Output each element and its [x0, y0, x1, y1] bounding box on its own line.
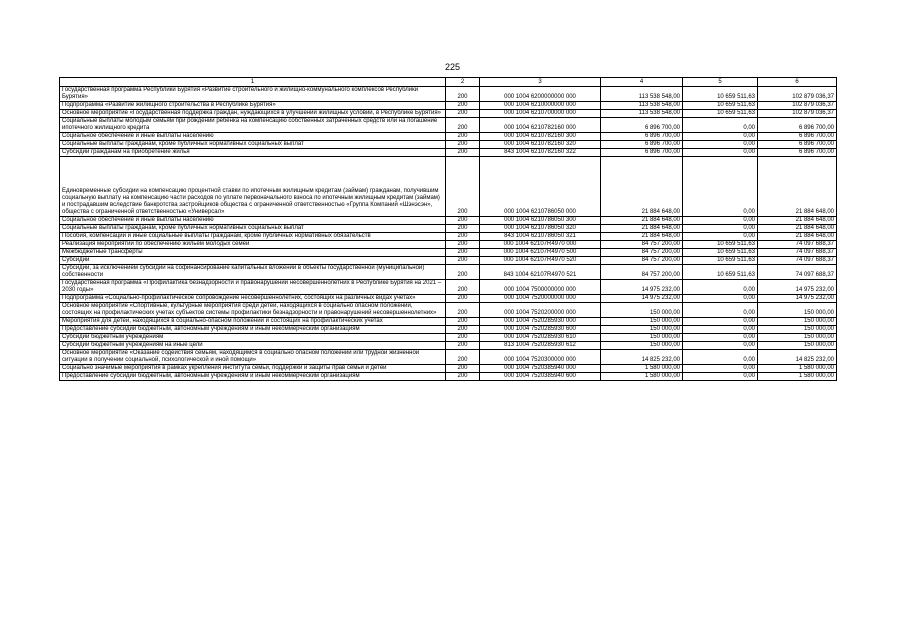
row-approved-cell: 113 538 548,00	[601, 110, 683, 118]
table-row	[60, 350, 837, 365]
row-code-cell: 000 1004 62107R4970 500	[480, 249, 601, 257]
row-admin-cell: 200	[446, 249, 480, 257]
row-admin-cell: 200	[446, 133, 480, 141]
row-remaining-cell: 150 000,00	[758, 303, 837, 318]
row-code-cell: 000 1004 6210782160 000	[480, 118, 601, 133]
row-remaining-cell: 1 580 000,00	[758, 373, 837, 381]
row-name-cell: Государственная программа «Профилактика безнадзорности и правонарушений несовершеннолетних в Республике Бурятия на 2021 – 2030 годы»	[60, 280, 446, 295]
row-remaining-cell: 14 825 232,00	[758, 350, 837, 365]
row-remaining-cell: 74 097 688,37	[758, 257, 837, 265]
table-row	[60, 373, 837, 381]
row-name-cell: Социальное обеспечение и иные выплаты населению	[60, 133, 446, 141]
row-remaining-cell: 6 896 700,00	[758, 141, 837, 149]
row-executed-cell: 0,00	[683, 342, 758, 350]
row-approved-cell: 6 896 700,00	[601, 149, 683, 157]
row-remaining-cell: 21 884 648,00	[758, 217, 837, 225]
row-name-cell: Основное мероприятие «Оказание содействия семьям, находящимся в социально опасном положении или трудной жизненной ситуации в получении социальной, психологической и иной помощи»	[60, 350, 446, 365]
table-row	[60, 157, 837, 217]
table-row	[60, 280, 837, 295]
table-row	[60, 249, 837, 257]
header-cell-5: 5	[683, 78, 758, 87]
row-approved-cell: 6 896 700,00	[601, 133, 683, 141]
row-code-cell: 843 1004 6210786050 321	[480, 233, 601, 241]
row-executed-cell: 10 659 511,63	[683, 110, 758, 118]
row-name-cell: Реализация мероприятий по обеспечению жильем молодых семей	[60, 241, 446, 249]
row-approved-cell: 84 757 200,00	[601, 257, 683, 265]
row-executed-cell: 0,00	[683, 295, 758, 303]
row-code-cell: 000 1004 62107R4970 000	[480, 241, 601, 249]
row-admin-cell: 200	[446, 365, 480, 373]
row-name-cell: Социально значимые мероприятия в рамках укрепления института семьи, поддержки и защиты прав семьи и детей	[60, 365, 446, 373]
row-remaining-cell: 1 580 000,00	[758, 365, 837, 373]
row-name-cell: Субсидии, за исключением субсидий на софинансирование капитальных вложений в объекты государственной (муниципальной) собственности	[60, 265, 446, 280]
row-admin-cell: 200	[446, 257, 480, 265]
row-remaining-cell: 6 896 700,00	[758, 118, 837, 133]
row-approved-cell: 1 580 000,00	[601, 365, 683, 373]
row-code-cell: 000 1004 6210700000 000	[480, 110, 601, 118]
row-admin-cell: 200	[446, 87, 480, 102]
row-admin-cell: 200	[446, 233, 480, 241]
table-row	[60, 241, 837, 249]
row-approved-cell: 14 975 232,00	[601, 295, 683, 303]
row-name-cell: Субсидии гражданам на приобретение жилья	[60, 149, 446, 157]
row-code-cell: 813 1004 7520285930 612	[480, 342, 601, 350]
table-row	[60, 149, 837, 157]
row-admin-cell: 200	[446, 225, 480, 233]
row-executed-cell: 0,00	[683, 350, 758, 365]
table-row	[60, 225, 837, 233]
row-admin-cell: 200	[446, 295, 480, 303]
row-executed-cell: 0,00	[683, 318, 758, 326]
row-admin-cell: 200	[446, 350, 480, 365]
row-approved-cell: 84 757 200,00	[601, 249, 683, 257]
table-row	[60, 102, 837, 110]
header-cell-4: 4	[601, 78, 683, 87]
row-remaining-cell: 150 000,00	[758, 318, 837, 326]
row-code-cell: 843 1004 6210782160 322	[480, 149, 601, 157]
row-remaining-cell: 6 896 700,00	[758, 133, 837, 141]
row-approved-cell: 21 884 648,00	[601, 217, 683, 225]
row-executed-cell: 10 659 511,63	[683, 87, 758, 102]
row-approved-cell: 150 000,00	[601, 342, 683, 350]
row-code-cell: 000 1004 7520285930 000	[480, 318, 601, 326]
row-remaining-cell: 150 000,00	[758, 342, 837, 350]
row-code-cell: 843 1004 62107R4970 521	[480, 265, 601, 280]
row-remaining-cell: 102 879 036,37	[758, 87, 837, 102]
header-cell-3: 3	[480, 78, 601, 87]
row-executed-cell: 10 659 511,63	[683, 265, 758, 280]
row-executed-cell: 0,00	[683, 118, 758, 133]
row-executed-cell: 10 659 511,63	[683, 257, 758, 265]
row-code-cell: 000 1004 6210000000 000	[480, 102, 601, 110]
row-remaining-cell: 74 097 688,37	[758, 241, 837, 249]
table-row	[60, 233, 837, 241]
row-admin-cell: 200	[446, 141, 480, 149]
row-name-cell: Социальное обеспечение и иные выплаты населению	[60, 217, 446, 225]
table-row	[60, 365, 837, 373]
row-name-cell: Пособия, компенсации и иные социальные выплаты гражданам, кроме публичных нормативных обязательств	[60, 233, 446, 241]
row-admin-cell: 200	[446, 265, 480, 280]
row-executed-cell: 10 659 511,63	[683, 249, 758, 257]
row-code-cell: 000 1004 6210786050 000	[480, 157, 601, 217]
row-executed-cell: 0,00	[683, 303, 758, 318]
row-name-cell: Социальные выплаты молодым семьям при рождении ребенка на компенсацию собственных затраченных средств или на погашение ипотечного жилищного кредита	[60, 118, 446, 133]
table-row	[60, 318, 837, 326]
header-cell-1: 1	[60, 78, 446, 87]
row-name-cell: Межбюджетные трансферты	[60, 249, 446, 257]
row-admin-cell: 200	[446, 303, 480, 318]
row-admin-cell: 200	[446, 334, 480, 342]
table-row	[60, 295, 837, 303]
row-code-cell: 000 1004 7520285930 600	[480, 326, 601, 334]
table-row	[60, 326, 837, 334]
row-remaining-cell: 150 000,00	[758, 334, 837, 342]
row-admin-cell: 200	[446, 118, 480, 133]
row-approved-cell: 14 975 232,00	[601, 280, 683, 295]
row-executed-cell: 0,00	[683, 365, 758, 373]
row-approved-cell: 150 000,00	[601, 318, 683, 326]
row-admin-cell: 200	[446, 149, 480, 157]
row-code-cell: 000 1004 7520200000 000	[480, 303, 601, 318]
row-name-cell: Государственная программа Республики Бурятия «Развитие строительного и жилищно-коммунального комплексов Республики Бурятия»	[60, 87, 446, 102]
row-admin-cell: 200	[446, 280, 480, 295]
table-row	[60, 87, 837, 102]
row-code-cell: 000 1004 6210782160 320	[480, 141, 601, 149]
row-admin-cell: 200	[446, 110, 480, 118]
row-remaining-cell: 74 097 688,37	[758, 249, 837, 257]
row-admin-cell: 200	[446, 342, 480, 350]
row-approved-cell: 113 538 548,00	[601, 87, 683, 102]
row-code-cell: 000 1004 6200000000 000	[480, 87, 601, 102]
row-executed-cell: 0,00	[683, 225, 758, 233]
row-name-cell: Субсидии бюджетным учреждениям на иные цели	[60, 342, 446, 350]
table-row	[60, 217, 837, 225]
row-approved-cell: 1 580 000,00	[601, 373, 683, 381]
row-executed-cell: 0,00	[683, 334, 758, 342]
row-code-cell: 000 1004 7520285930 610	[480, 334, 601, 342]
row-executed-cell: 0,00	[683, 157, 758, 217]
row-code-cell: 000 1004 6210786050 320	[480, 225, 601, 233]
row-approved-cell: 150 000,00	[601, 326, 683, 334]
row-name-cell: Основное мероприятие «Государственная поддержка граждан, нуждающихся в улучшении жилищных условий, в Республике Бурятия»	[60, 110, 446, 118]
table-row	[60, 265, 837, 280]
row-code-cell: 000 1004 7520300000 000	[480, 350, 601, 365]
table-row	[60, 118, 837, 133]
row-remaining-cell: 14 975 232,00	[758, 280, 837, 295]
table-row	[60, 133, 837, 141]
row-executed-cell: 0,00	[683, 141, 758, 149]
row-executed-cell: 0,00	[683, 149, 758, 157]
row-approved-cell: 150 000,00	[601, 334, 683, 342]
row-approved-cell: 6 896 700,00	[601, 141, 683, 149]
row-approved-cell: 84 757 200,00	[601, 241, 683, 249]
row-admin-cell: 200	[446, 217, 480, 225]
row-name-cell: Социальные выплаты гражданам, кроме публичных нормативных социальных выплат	[60, 141, 446, 149]
row-executed-cell: 10 659 511,63	[683, 102, 758, 110]
row-code-cell: 000 1004 7520000000 000	[480, 295, 601, 303]
row-remaining-cell: 21 884 648,00	[758, 233, 837, 241]
row-name-cell: Предоставление субсидий бюджетным, автономным учреждениям и иным некоммерческим организациям	[60, 373, 446, 381]
row-executed-cell: 0,00	[683, 217, 758, 225]
row-executed-cell: 0,00	[683, 280, 758, 295]
table-row	[60, 334, 837, 342]
row-name-cell: Субсидии	[60, 257, 446, 265]
row-name-cell: Социальные выплаты гражданам, кроме публичных нормативных социальных выплат	[60, 225, 446, 233]
row-code-cell: 000 1004 7500000000 000	[480, 280, 601, 295]
row-admin-cell: 200	[446, 318, 480, 326]
table-row	[60, 110, 837, 118]
row-executed-cell: 0,00	[683, 233, 758, 241]
row-approved-cell: 21 884 648,00	[601, 233, 683, 241]
row-remaining-cell: 21 884 648,00	[758, 157, 837, 217]
header-cell-2: 2	[446, 78, 480, 87]
row-approved-cell: 113 538 548,00	[601, 102, 683, 110]
header-row	[60, 78, 837, 87]
row-code-cell: 000 1004 6210786050 300	[480, 217, 601, 225]
row-admin-cell: 200	[446, 326, 480, 334]
row-name-cell: Мероприятия для детей, находящихся в социально-опасном положении и состоящих на профилактических учетах	[60, 318, 446, 326]
row-admin-cell: 200	[446, 102, 480, 110]
row-name-cell: Субсидии бюджетным учреждениям	[60, 334, 446, 342]
row-code-cell: 000 1004 7520385940 600	[480, 373, 601, 381]
budget-table-body	[60, 78, 837, 381]
row-remaining-cell: 102 879 036,37	[758, 110, 837, 118]
row-code-cell: 000 1004 6210782160 300	[480, 133, 601, 141]
table-row	[60, 303, 837, 318]
row-admin-cell: 200	[446, 241, 480, 249]
page-number: 225	[444, 62, 461, 72]
row-name-cell: Единовременные субсидии на компенсацию процентной ставки по ипотечным жилищным кредитам (займам) гражданам, получившим социальную выплату на компенсацию части расходов по уплате первоначального взноса по ипотечным жилищным кредитам (займам) и пострадавшим вследствие банкротства застройщиков общества с ограниченной ответственностью «Группа Компаний «Шэнэсэн», общества с ограниченной ответственностью «Универсал»	[60, 157, 446, 217]
row-approved-cell: 14 825 232,00	[601, 350, 683, 365]
row-approved-cell: 21 884 648,00	[601, 157, 683, 217]
row-name-cell: Подпрограмма «Развитие жилищного строительства в Республике Бурятия»	[60, 102, 446, 110]
row-name-cell: Предоставление субсидий бюджетным, автономным учреждениям и иным некоммерческим организациям	[60, 326, 446, 334]
row-remaining-cell: 14 975 232,00	[758, 295, 837, 303]
row-executed-cell: 0,00	[683, 326, 758, 334]
row-remaining-cell: 102 879 036,37	[758, 102, 837, 110]
row-remaining-cell: 21 884 648,00	[758, 225, 837, 233]
row-approved-cell: 84 757 200,00	[601, 265, 683, 280]
row-executed-cell: 10 659 511,63	[683, 241, 758, 249]
table-row	[60, 342, 837, 350]
budget-table	[59, 77, 837, 381]
row-executed-cell: 0,00	[683, 133, 758, 141]
table-row	[60, 141, 837, 149]
header-cell-6: 6	[758, 78, 837, 87]
row-admin-cell: 200	[446, 157, 480, 217]
row-executed-cell: 0,00	[683, 373, 758, 381]
row-approved-cell: 21 884 648,00	[601, 225, 683, 233]
row-remaining-cell: 150 000,00	[758, 326, 837, 334]
row-admin-cell: 200	[446, 373, 480, 381]
row-name-cell: Подпрограмма «Социально-профилактическое сопровождение несовершеннолетних, состоящих на различных видах учетах»	[60, 295, 446, 303]
row-name-cell: Основное мероприятие «Спортивные, культурные мероприятия среди детей, находящихся в социально опасном положении, состоящих на профилактических учетах субъектов системы профилактики безнадзорности и правонарушений несовершеннолетних»	[60, 303, 446, 318]
row-code-cell: 000 1004 62107R4970 520	[480, 257, 601, 265]
row-code-cell: 000 1004 7520385940 000	[480, 365, 601, 373]
row-approved-cell: 150 000,00	[601, 303, 683, 318]
table-row	[60, 257, 837, 265]
row-remaining-cell: 74 097 688,37	[758, 265, 837, 280]
row-approved-cell: 6 896 700,00	[601, 118, 683, 133]
row-remaining-cell: 6 896 700,00	[758, 149, 837, 157]
